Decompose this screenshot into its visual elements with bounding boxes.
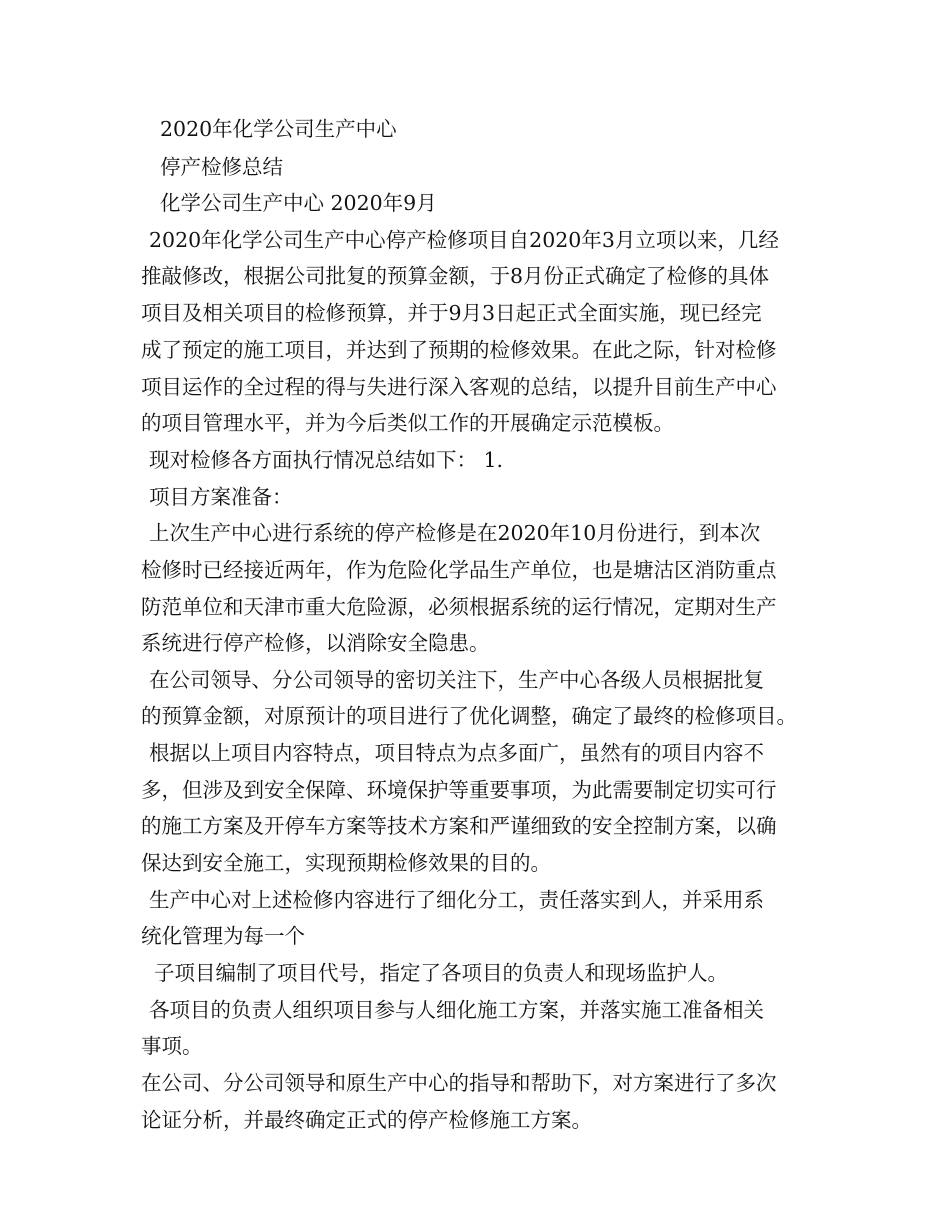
paragraph-line: 推敲修改，根据公司批复的预算金额，于8月份正式确定了检修的具体 bbox=[141, 264, 770, 288]
paragraph-line: 成了预定的施工项目，并达到了预期的检修效果。在此之际，针对检修 bbox=[141, 338, 777, 362]
paragraph-line: 子项目编制了项目代号，指定了各项目的负责人和现场监护人。 bbox=[154, 961, 728, 985]
paragraph-line: 事项。 bbox=[141, 1034, 203, 1058]
paragraph-line: 项目运作的全过程的得与失进行深入客观的总结，以提升目前生产中心 bbox=[141, 375, 777, 399]
document-title: 2020年化学公司生产中心 bbox=[160, 117, 397, 141]
paragraph-line: 各项目的负责人组织项目参与人细化施工方案，并落实施工准备相关 bbox=[149, 998, 764, 1022]
paragraph-line: 现对检修各方面执行情况总结如下： 1. bbox=[149, 448, 504, 472]
paragraph-line: 保达到安全施工，实现预期检修效果的目的。 bbox=[141, 851, 551, 875]
paragraph-line: 上次生产中心进行系统的停产检修是在2020年10月份进行，到本次 bbox=[149, 521, 761, 545]
paragraph-line: 的项目管理水平，并为今后类似工作的开展确定示范模板。 bbox=[141, 411, 674, 435]
document-byline: 化学公司生产中心 2020年9月 bbox=[160, 191, 437, 215]
section-heading: 项目方案准备： bbox=[149, 485, 293, 509]
paragraph-line: 论证分析，并最终确定正式的停产检修施工方案。 bbox=[141, 1108, 592, 1132]
paragraph-line: 项目及相关项目的检修预算，并于9月3日起正式全面实施，现已经完 bbox=[141, 301, 762, 325]
paragraph-line: 生产中心对上述检修内容进行了细化分工，责任落实到人，并采用系 bbox=[149, 888, 764, 912]
paragraph-line: 检修时已经接近两年，作为危险化学品生产单位，也是塘沽区消防重点 bbox=[141, 558, 777, 582]
paragraph-line: 防范单位和天津市重大危险源，必须根据系统的运行情况，定期对生产 bbox=[141, 595, 777, 619]
paragraph-line: 的预算金额，对原预计的项目进行了优化调整，确定了最终的检修项目。 bbox=[141, 704, 797, 728]
paragraph-line: 根据以上项目内容特点，项目特点为点多面广，虽然有的项目内容不 bbox=[149, 741, 764, 765]
document-subtitle: 停产检修总结 bbox=[160, 155, 283, 179]
paragraph-line: 2020年化学公司生产中心停产检修项目自2020年3月立项以来，几经 bbox=[149, 228, 779, 252]
paragraph-line: 多，但涉及到安全保障、环境保护等重要事项，为此需要制定切实可行 bbox=[141, 778, 777, 802]
paragraph-line: 系统进行停产检修，以消除安全隐患。 bbox=[141, 631, 490, 655]
paragraph-line: 的施工方案及开停车方案等技术方案和严谨细致的安全控制方案，以确 bbox=[141, 814, 777, 838]
paragraph-line: 在公司领导、分公司领导的密切关注下，生产中心各级人员根据批复 bbox=[149, 668, 764, 692]
paragraph-line: 在公司、分公司领导和原生产中心的指导和帮助下，对方案进行了多次 bbox=[141, 1071, 777, 1095]
paragraph-line: 统化管理为每一个 bbox=[141, 924, 305, 948]
